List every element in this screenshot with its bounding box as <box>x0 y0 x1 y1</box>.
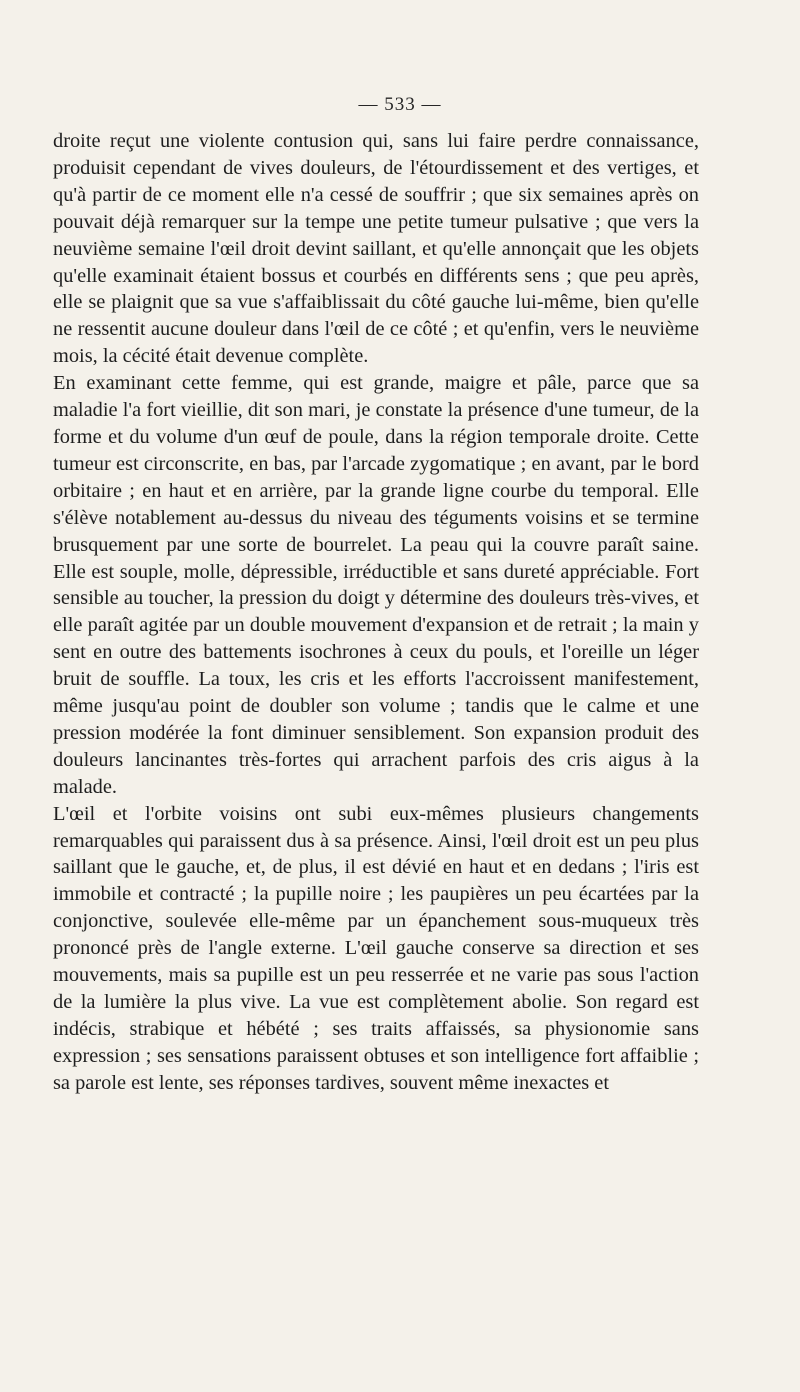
page-number: — 533 — <box>358 94 442 115</box>
paragraph-3: L'œil et l'orbite voisins ont subi eux-mêmes plusieurs changements remarquables qui paraissent dus à sa présence. Ainsi, l'œil droit est un peu plus saillant que le gauche, et, de plus, il est dévié en haut et en dedans ; l'iris est immobile et contracté ; la pupille noire ; les paupières un peu écartées par la conjonctive, soulevée elle-même par un épanchement sous-muqueux très prononcé près de l'angle externe. L'œil gauche conserve sa direction et ses mouvements, mais sa pupille est un peu resserrée et ne varie pas sous l'action de la lumière la plus vive. La vue est complètement abolie. Son regard est indécis, strabique et hébété ; ses traits affaissés, sa physionomie sans expression ; ses sensations paraissent obtuses et son intelligence fort affaiblie ; sa parole est lente, ses réponses tardives, souvent même inexactes et <box>53 802 699 1094</box>
body-text <box>53 128 699 1097</box>
paragraph-1: droite reçut une violente contusion qui, sans lui faire perdre connaissance, produisit cependant de vives douleurs, de l'étourdissement et des vertiges, et qu'à partir de ce moment elle n'a cessé de souffrir ; que six semaines après on pouvait déjà remarquer sur la tempe une petite tumeur pulsative ; que vers la neuvième semaine l'œil droit devint saillant, et qu'elle annonçait que les objets qu'elle examinait étaient bossus et courbés en différents sens ; que peu après, elle se plaignit que sa vue s'affaiblissait du côté gauche lui-même, bien qu'elle ne ressentit aucune douleur dans l'œil de ce côté ; et qu'enfin, vers le neuvième mois, la cécité était devenue complète. <box>53 130 699 368</box>
paragraph-2: En examinant cette femme, qui est grande, maigre et pâle, parce que sa maladie l'a fort vieillie, dit son mari, je constate la présence d'une tumeur, de la forme et du volume d'un œuf de poule, dans la région temporale droite. Cette tumeur est circonscrite, en bas, par l'arcade zygomatique ; en avant, par le bord orbitaire ; en haut et en arrière, par la grande ligne courbe du temporal. Elle s'élève notablement au-dessus du niveau des téguments voisins et se termine brusquement par une sorte de bourrelet. La peau qui la couvre paraît saine. Elle est souple, molle, dépressible, irréductible et sans dureté appréciable. Fort sensible au toucher, la pression du doigt y détermine des douleurs très-vives, et elle paraît agitée par un double mouvement d'expansion et de retrait ; la main y sent en outre des battements isochrones à ceux du pouls, et l'oreille un léger bruit de souffle. La toux, les cris et les efforts l'accroissent manifestement, même jusqu'au point de doubler son volume ; tandis que le calme et une pression modérée la font diminuer sensiblement. Son expansion produit des douleurs lancinantes très-fortes qui arrachent parfois des cris aigus à la malade. <box>53 372 699 798</box>
